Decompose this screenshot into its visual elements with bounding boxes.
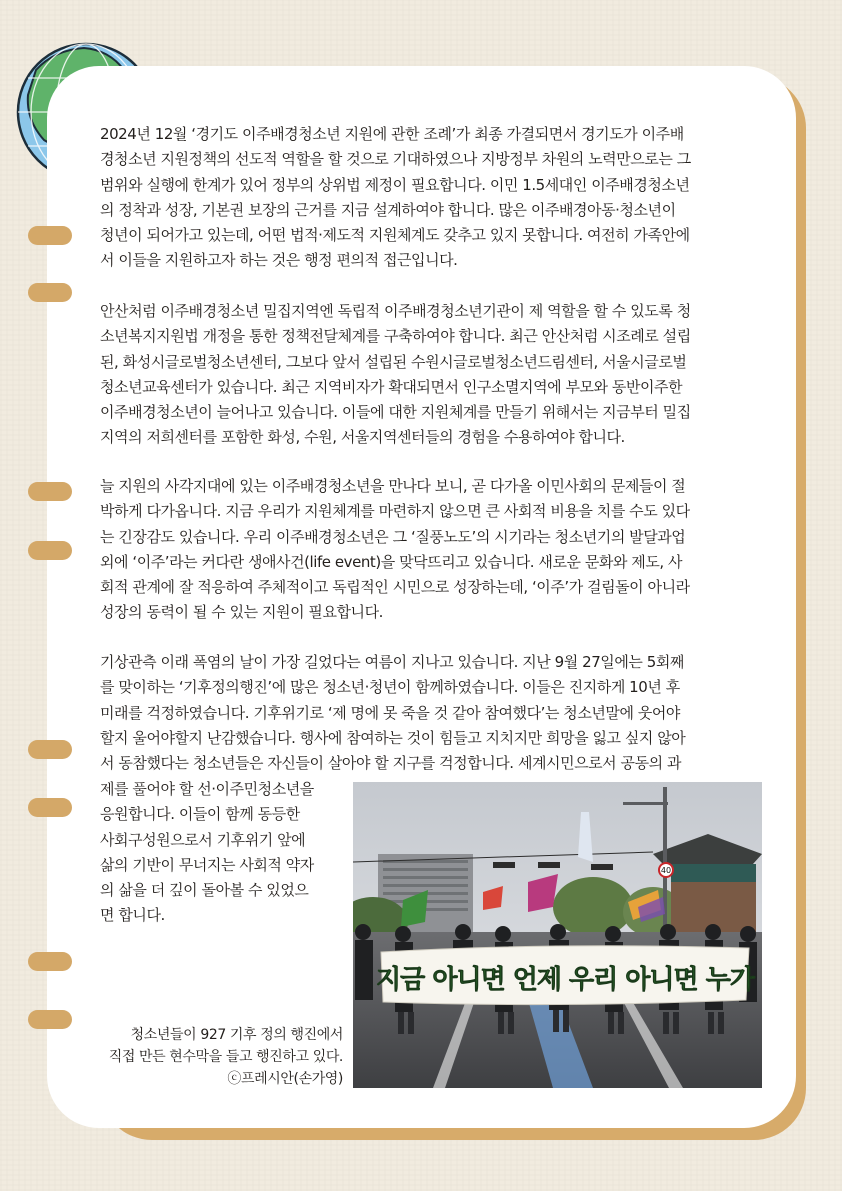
banner-text: 지금 아니면 언제 우리 아니면 누가 <box>376 965 754 995</box>
paragraph-ordinance: 2024년 12월 ‘경기도 이주배경청소년 지원에 관한 조례’가 최종 가결되면서 경기도가 이주배 경청소년 지원정책의 선도적 역할을 할 것으로 기대하였으나 지방정부 차원의 노력만으로는 그 범위와 실행에 한계가 있어 정부의 상위법 제정이 필요합니다. 이민 1.5세대인 이주배경청소년 의 정착과 성장, 기본권 보장의 근거를 지금 설계하여야 합니다. 많은 이주배경아동·청소년이 청년이 되어가고 있는데, 어떤 법적·제도적 지원체계도 갖추고 있지 못합니다. 여전히 가족안에 서 이들을 지원하고자 하는 것은 행정 편의적 접근입니다. <box>100 125 691 270</box>
speed-sign-number: 40 <box>660 866 672 875</box>
binder-hole <box>28 283 72 302</box>
binder-hole <box>28 952 72 971</box>
binder-hole <box>28 1010 72 1029</box>
photo-caption: 청소년들이 927 기후 정의 행진에서 직접 만든 현수막을 들고 행진하고 있다. ⓒ프레시안(손가영) <box>108 1027 343 1087</box>
binder-hole <box>28 541 72 560</box>
paragraph-ansan: 안산처럼 이주배경청소년 밀집지역엔 독립적 이주배경청소년기관이 제 역할을 할 수 있도록 청 소년복지지원법 개정을 통한 정책전달체계를 구축하여야 합니다. 최근 안산처럼 시조례로 설립 된, 화성시글로벌청소년센터, 그보다 앞서 설립된 수원시글로벌청소년드림센터, 서울시글로벌 청소년교육센터가 있습니다. 최근 지역비자가 확대되면서 인구소멸지역에 부모와 동반이주한 이주배경청소년이 늘어나고 있습니다. 이들에 대한 지원체계를 만들기 위해서는 지금부터 밀집 지역의 저희센터를 포함한 화성, 수원, 서울지역센터들의 경험을 수용하여야 합니다. <box>100 302 691 447</box>
binder-hole <box>28 798 72 817</box>
binder-hole <box>28 740 72 759</box>
march-photo <box>353 782 762 1088</box>
paragraph-climate-continued: 제를 풀어야 할 선·이주민청소년을 응원합니다. 이들이 함께 동등한 사회구성원으로서 기후위기 앞에 삶의 기반이 무너지는 사회적 약자 의 삶을 더 깊이 돌아볼 수 있었으 면 합니다. <box>100 780 314 925</box>
paragraph-blind-spot: 늘 지원의 사각지대에 있는 이주배경청소년을 만나다 보니, 곧 다가올 이민사회의 문제들이 절 박하게 다가옵니다. 지금 우리가 지원체계를 마련하지 않으면 큰 사회적 비용을 치를 수도 있다 는 긴장감도 있습니다. 우리 이주배경청소년은 그 ‘질풍노도’의 시기라는 청소년기의 발달과업 외에 ‘이주’라는 커다란 생애사건(life event)을 맞닥뜨리고 있습니다. 새로운 문화와 제도, 사 회적 관계에 잘 적응하여 주체적이고 독립적인 시민으로 성장하는데, ‘이주’가 걸림돌이 아니라 성장의 동력이 될 수 있는 지원이 필요합니다. <box>100 477 690 622</box>
binder-hole <box>28 226 72 245</box>
paragraph-climate: 기상관측 이래 폭염의 날이 가장 길었다는 여름이 지나고 있습니다. 지난 9월 27일에는 5회째 를 맞이하는 ‘기후정의행진’에 많은 청소년·청년이 함께하였습니다. 이들은 진지하게 10년 후 미래를 걱정하였습니다. 기후위기로 ‘제 명에 못 죽을 것 같아 참여했다’는 청소년말에 웃어야 할지 울어야할지 난감했습니다. 행사에 참여하는 것이 힘들고 지치지만 희망을 잃고 싶지 않아 서 동참했다는 청소년들은 자신들이 살아야 할 지구를 걱정합니다. 세계시민으로서 공동의 과 <box>100 653 686 773</box>
binder-hole <box>28 482 72 501</box>
